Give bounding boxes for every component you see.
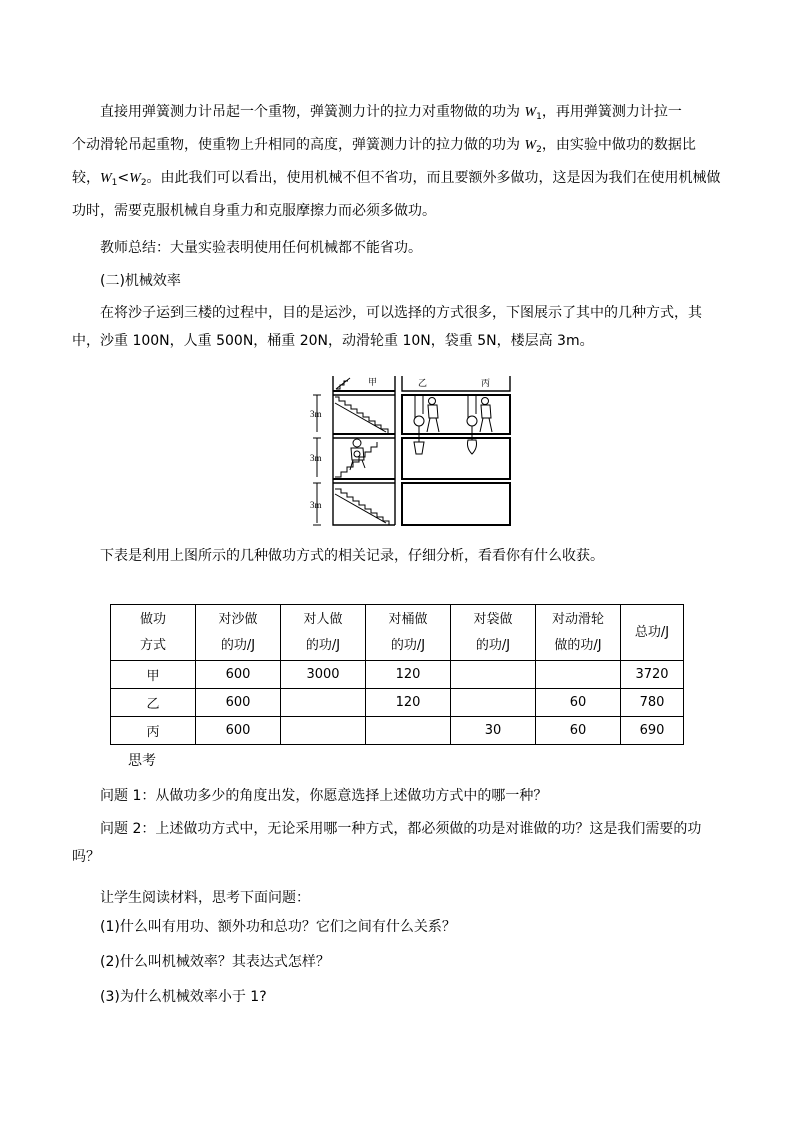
intro-line-2	[72, 131, 722, 164]
reading-instruction: 让学生阅读材料，思考下面问题：	[100, 890, 310, 906]
table-cell	[451, 689, 536, 717]
question-2-line-2: 吗？	[72, 849, 100, 865]
table-cell: 780	[621, 689, 684, 717]
header-cell: 对动滑轮 做的功/J	[536, 605, 621, 661]
label-bing: 丙	[481, 378, 491, 388]
intro-text: ，再用弹簧测力计拉一	[541, 104, 682, 120]
prompt-2: (2)什么叫机械效率？其表达式怎样？	[100, 954, 330, 970]
table-row	[111, 717, 684, 745]
table-cell	[281, 717, 366, 745]
w-subscript: 2	[140, 178, 147, 188]
w-subscript: 2	[536, 145, 542, 155]
header-cell: 对桶做 的功/J	[366, 605, 451, 661]
section-title: (二)机械效率	[100, 273, 181, 289]
intro-text: 直接用弹簧测力计吊起一个重物，弹簧测力计的拉力对重物做的功为	[100, 104, 525, 120]
w-symbol: W	[524, 105, 537, 120]
table-cell: 3000	[281, 661, 366, 689]
w-subscript: 1	[536, 112, 542, 122]
intro-text: ，由实验中做功的数据比	[541, 137, 696, 153]
table-cell	[536, 661, 621, 689]
intro-text: 。由此我们可以看出，使用机械不但不省功，而且要额外多做功，这是因为我们在使用机械做	[146, 170, 721, 186]
table-cell: 120	[366, 661, 451, 689]
intro-line-4: 功时，需要克服机械自身重力和克服摩擦力而必须多做功。	[72, 203, 436, 219]
work-table	[110, 604, 684, 745]
floor-height-label: 3m	[310, 453, 322, 463]
table-row	[111, 661, 684, 689]
table-cell: 600	[196, 661, 281, 689]
intro-text: 个动滑轮吊起重物，使重物上升相同的高度，弹簧测力计的拉力做的功为	[72, 137, 525, 153]
sand-transport-figure	[310, 374, 514, 529]
header-cell: 对沙做 的功/J	[196, 605, 281, 661]
w-symbol: W	[129, 171, 141, 186]
table-cell: 丙	[111, 717, 196, 745]
header-cell: 总功/J	[621, 605, 684, 661]
intro-text: 较，	[72, 170, 100, 186]
table-cell: 60	[536, 689, 621, 717]
header-cell: 做功 方式	[111, 605, 196, 661]
floor-height-label: 3m	[310, 500, 322, 510]
table-cell: 690	[621, 717, 684, 745]
header-cell: 对袋做 的功/J	[451, 605, 536, 661]
less-than-sign: <	[117, 170, 130, 186]
think-label: 思考	[128, 753, 156, 769]
table-cell: 3720	[621, 661, 684, 689]
table-cell: 60	[536, 717, 621, 745]
table-header-row	[111, 605, 684, 661]
floor-height-label: 3m	[310, 409, 322, 419]
table-cell	[451, 661, 536, 689]
table-cell: 甲	[111, 661, 196, 689]
table-intro: 下表是利用上图所示的几种做功方式的相关记录，仔细分析，看看你有什么收获。	[100, 548, 604, 564]
prompt-1: (1)什么叫有用功、额外功和总功？它们之间有什么关系？	[100, 919, 456, 935]
table-row	[111, 689, 684, 717]
label-jia: 甲	[368, 377, 378, 387]
table-cell: 600	[196, 717, 281, 745]
intro-line-3	[72, 164, 722, 197]
scenario-description	[72, 299, 730, 355]
w-subscript: 1	[111, 178, 118, 188]
intro-line-1	[72, 98, 722, 131]
table-cell: 600	[196, 689, 281, 717]
table-cell	[366, 717, 451, 745]
table-cell: 30	[451, 717, 536, 745]
table-cell: 乙	[111, 689, 196, 717]
w-symbol: W	[524, 138, 537, 153]
scenario-line-1: 在将沙子运到三楼的过程中，目的是运沙，可以选择的方式很多，下图展示了其中的几种方式，其	[100, 305, 702, 321]
table-cell	[281, 689, 366, 717]
teacher-summary: 教师总结：大量实验表明使用任何机械都不能省功。	[100, 240, 422, 256]
scenario-line-2: 中，沙重 100N，人重 500N，桶重 20N，动滑轮重 10N，袋重 5N，楼层高 3m。	[72, 333, 594, 349]
label-yi: 乙	[418, 378, 428, 388]
header-cell: 对人做 的功/J	[281, 605, 366, 661]
question-2	[72, 815, 730, 871]
table-cell: 120	[366, 689, 451, 717]
w-symbol: W	[100, 171, 112, 186]
question-1: 问题 1：从做功多少的角度出发，你愿意选择上述做功方式中的哪一种？	[100, 788, 548, 804]
prompt-3: (3)为什么机械效率小于 1?	[100, 989, 267, 1005]
question-2-line-1: 问题 2：上述做功方式中，无论采用哪一种方式，都必须做的功是对谁做的功？这是我们需要的功	[100, 821, 702, 837]
intro-paragraph	[72, 98, 722, 225]
